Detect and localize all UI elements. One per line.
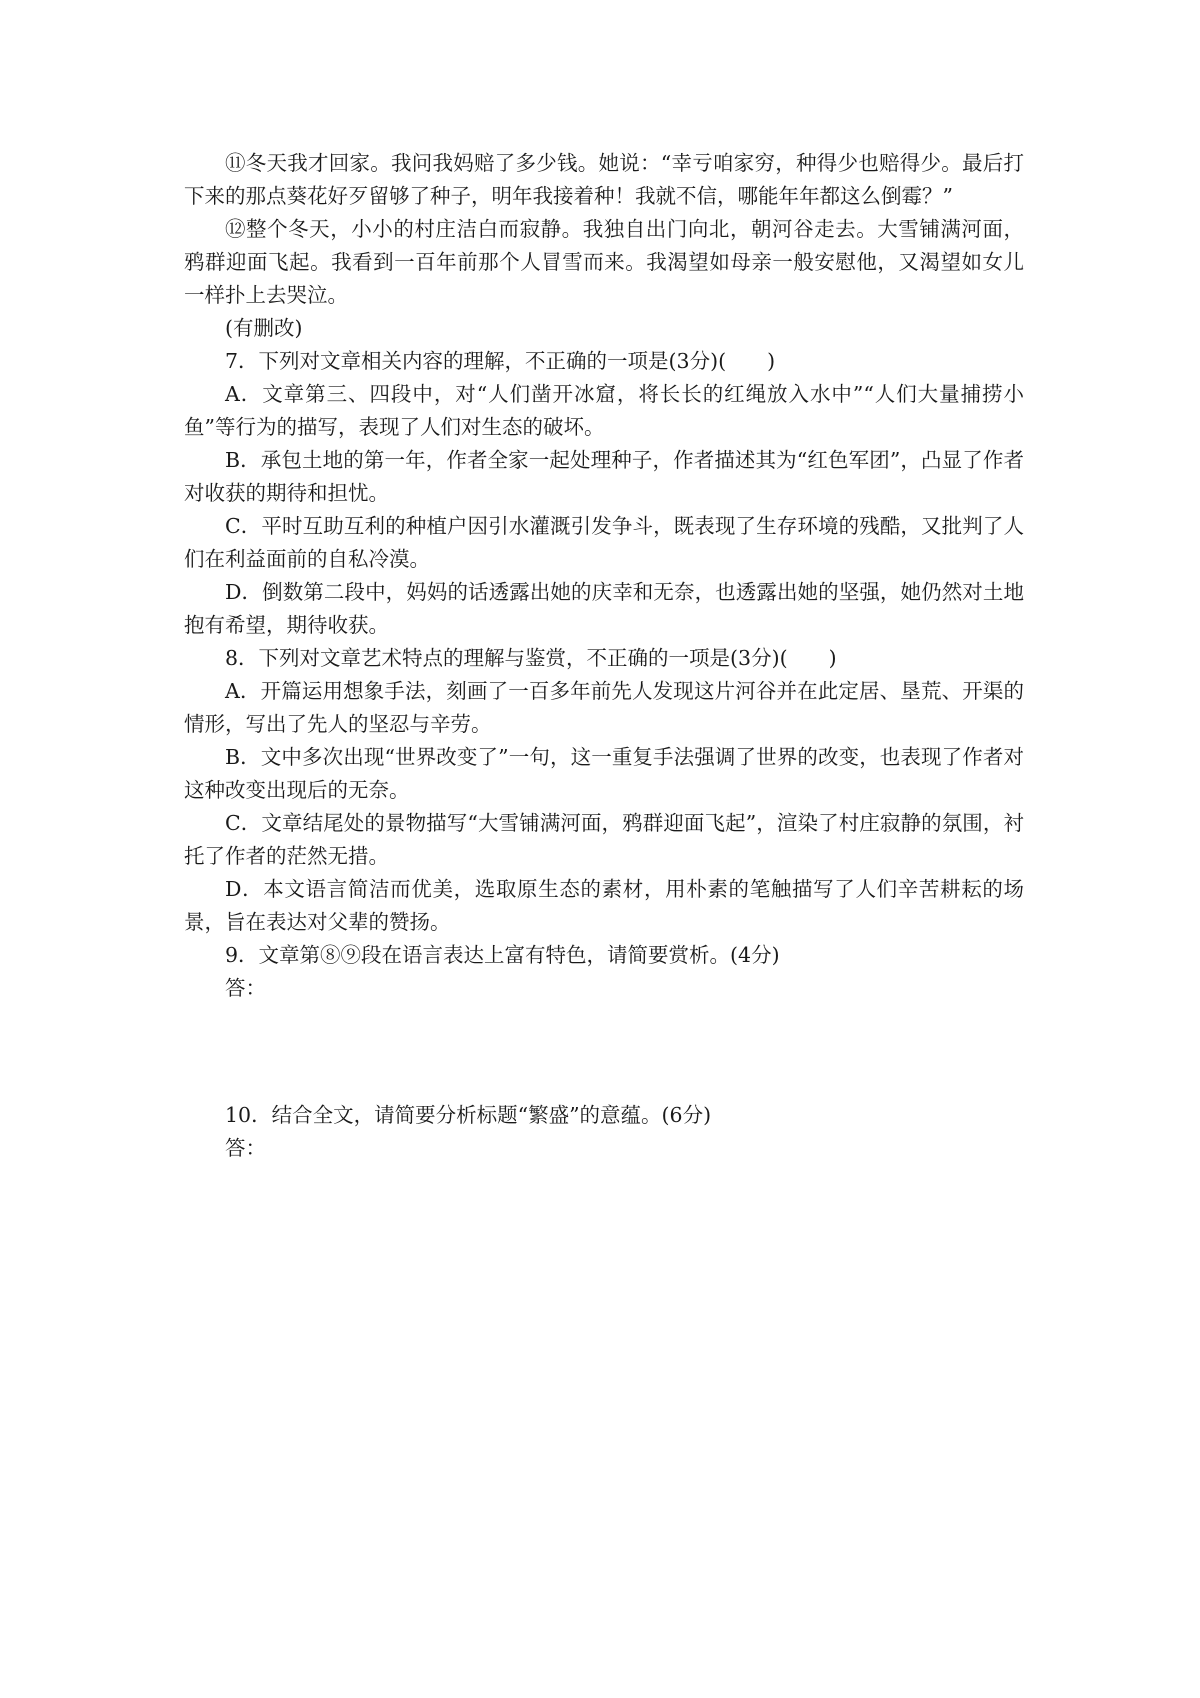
passage-paragraph-11: ⑪冬天我才回家。我问我妈赔了多少钱。她说：“幸亏咱家穷，种得少也赔得少。最后打下来的那点葵花好歹留够了种子，明年我接着种！我就不信，哪能年年都这么倒霉？” xyxy=(184,151,1024,208)
option-b: B．文中多次出现“世界改变了”一句，这一重复手法强调了世界的改变，也表现了作者对这种改变出现后的无奈。 xyxy=(184,745,1024,802)
question-8 xyxy=(184,642,1024,939)
question-9 xyxy=(184,939,1024,1099)
page-content xyxy=(184,147,1024,1165)
question-7 xyxy=(184,345,1024,642)
answer-area[interactable] xyxy=(184,1005,1024,1099)
passage-paragraph-12: ⑫整个冬天，小小的村庄洁白而寂静。我独自出门向北，朝河谷走去。大雪铺满河面，鸦群迎面飞起。我看到一百年前那个人冒雪而来。我渴望如母亲一般安慰他，又渴望如女儿一样扑上去哭泣。 xyxy=(184,217,1024,307)
source-note: (有删改) xyxy=(225,316,303,340)
question-10 xyxy=(184,1099,1024,1165)
option-a: A．开篇运用想象手法，刻画了一百多年前先人发现这片河谷并在此定居、垦荒、开渠的情形，写出了先人的坚忍与辛劳。 xyxy=(184,679,1024,736)
question-stem: 8．下列对文章艺术特点的理解与鉴赏，不正确的一项是(3分)( ) xyxy=(225,646,837,670)
question-stem: 9．文章第⑧⑨段在语言表达上富有特色，请简要赏析。(4分) xyxy=(225,943,780,967)
option-d: D．倒数第二段中，妈妈的话透露出她的庆幸和无奈，也透露出她的坚强，她仍然对土地抱有希望，期待收获。 xyxy=(184,580,1024,637)
option-c: C．平时互助互利的种植户因引水灌溉引发争斗，既表现了生存环境的残酷，又批判了人们在利益面前的自私冷漠。 xyxy=(184,514,1024,571)
answer-label: 答： xyxy=(225,976,266,1000)
option-d: D．本文语言简洁而优美，选取原生态的素材，用朴素的笔触描写了人们辛苦耕耘的场景，旨在表达对父辈的赞扬。 xyxy=(184,877,1024,934)
question-stem: 7．下列对文章相关内容的理解，不正确的一项是(3分)( ) xyxy=(225,349,776,373)
answer-label: 答： xyxy=(225,1136,266,1160)
option-a: A．文章第三、四段中，对“人们凿开冰窟，将长长的红绳放入水中”“人们大量捕捞小鱼”等行为的描写，表现了人们对生态的破坏。 xyxy=(184,382,1024,439)
question-stem: 10．结合全文，请简要分析标题“繁盛”的意蕴。(6分) xyxy=(225,1103,712,1127)
option-b: B．承包土地的第一年，作者全家一起处理种子，作者描述其为“红色军团”，凸显了作者对收获的期待和担忧。 xyxy=(184,448,1024,505)
option-c: C．文章结尾处的景物描写“大雪铺满河面，鸦群迎面飞起”，渲染了村庄寂静的氛围，衬托了作者的茫然无措。 xyxy=(184,811,1024,868)
